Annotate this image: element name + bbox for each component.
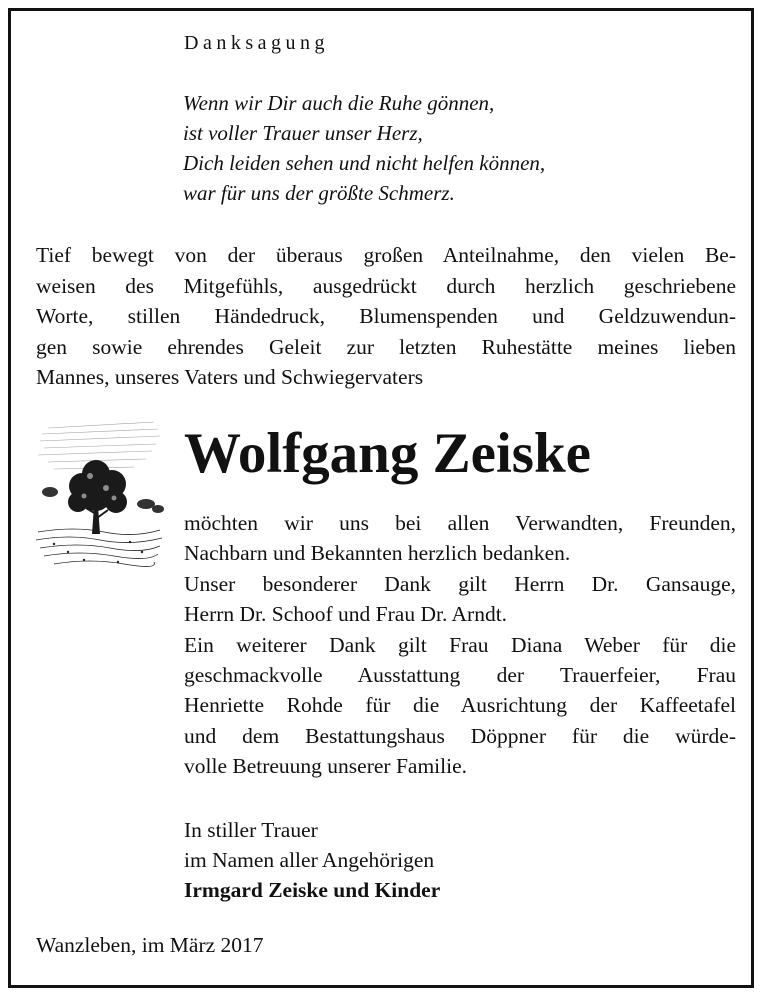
poem-line: Wenn wir Dir auch die Ruhe gönnen, [183,91,495,115]
thanks-line: möchten wir uns bei allen Verwandten, Freunden, [184,511,736,535]
closing-block [184,815,440,905]
thanks-line: Ein weiterer Dank gilt Frau Diana Weber für die [184,632,736,657]
place-date: Wanzleben, im März 2017 [36,933,264,957]
signer-name: Irmgard Zeiske und Kinder [184,878,441,902]
thanks-line: Nachbarn und Bekannten herzlich bedanken. [184,541,571,566]
closing-line: im Namen aller Angehörigen [184,848,435,872]
intro-line: Tief bewegt von der überaus großen Anteilnahme, den vielen Be- [36,243,736,267]
thanks-line: volle Betreuung unserer Familie. [184,754,468,779]
thanks-line: Herrn Dr. Schoof und Frau Dr. Arndt. [184,602,508,627]
intro-line: Worte, stillen Händedruck, Blumenspenden und Geldzuwendun- [36,304,736,328]
notice-heading: Danksagung [184,32,329,54]
intro-line: weisen des Mitgefühls, ausgedrückt durch herzlich geschriebene [36,273,736,298]
intro-line: gen sowie ehrendes Geleit zur letzten Ruhestätte meines lieben [36,334,736,359]
deceased-name: Wolfgang Zeiske [184,422,591,485]
poem-line: war für uns der größte Schmerz. [183,181,455,205]
thanks-line: geschmackvolle Ausstattung der Trauerfeier, Frau [184,663,736,688]
thanks-line: Unser besonderer Dank gilt Herrn Dr. Gansauge, [184,571,736,596]
poem-line: ist voller Trauer unser Herz, [183,121,423,145]
tree-illustration-icon [34,414,164,574]
intro-line: Mannes, unseres Vaters und Schwiegervaters [36,365,424,389]
intro-paragraph [36,240,736,393]
poem [183,88,545,208]
thanks-paragraph [184,508,736,782]
thanks-line: Henriette Rohde für die Ausrichtung der Kaffeetafel [184,693,736,718]
poem-line: Dich leiden sehen und nicht helfen können, [183,151,546,175]
closing-line: In stiller Trauer [184,818,318,842]
thanks-line: und dem Bestattungshaus Döppner für die würde- [184,723,736,748]
